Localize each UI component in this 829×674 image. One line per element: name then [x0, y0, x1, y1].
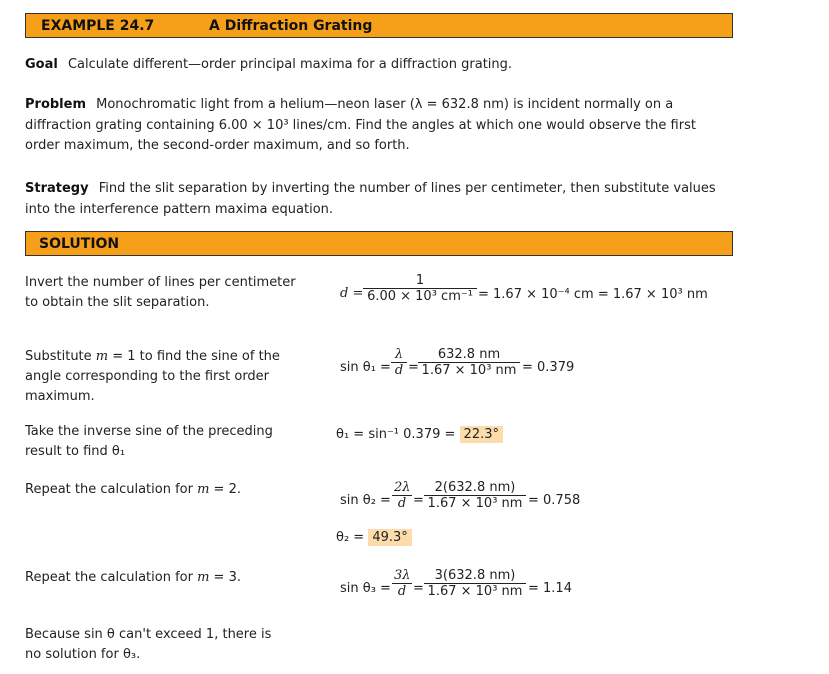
strategy-label: Strategy — [25, 181, 89, 196]
step-5-symbolic-fraction: $\frac{3\lambda}{d}$ — [394, 568, 411, 599]
step-4-lhs: sin θ₂ = — [340, 493, 391, 508]
step-2-result: = 0.379 — [522, 360, 575, 375]
step-5-lhs: sin θ₃ = — [340, 581, 391, 596]
example-number: EXAMPLE 24.7 — [41, 18, 155, 34]
variable-m: m — [197, 482, 210, 497]
goal-label: Goal — [25, 57, 58, 72]
step-1-numerator: 1 — [415, 273, 425, 288]
goal-text: Calculate different—order principal maxima for a diffraction grating. — [67, 57, 513, 72]
step-1-text: Invert the number of lines per centimeter to obtain the slit separation. — [25, 275, 296, 310]
solution-header — [25, 231, 733, 256]
step-1-fraction — [363, 273, 477, 304]
problem-label: Problem — [25, 97, 86, 112]
example-header — [25, 13, 733, 38]
answer-theta2: 49.3° — [368, 529, 411, 546]
step-5-text: Repeat the calculation for m = 3. — [25, 570, 241, 585]
step-3-text: Take the inverse sine of the preceding result to find θ₁ — [25, 424, 273, 459]
step-2-symbolic-fraction: $\frac{\lambda}{d}$ — [391, 347, 407, 378]
step-1-result: = 1.67 × 10⁻⁴ cm = 1.67 × 10³ nm — [478, 287, 708, 302]
problem-section — [25, 95, 715, 157]
step-4-symbolic-fraction: $\frac{2\lambda}{d}$ — [394, 480, 411, 511]
solution-label: SOLUTION — [39, 236, 120, 252]
step-4-numeric-fraction: $\frac{2(632.8 nm)}{\text{1.67 × 10³ nm}}$ — [424, 480, 526, 511]
step-4-equation: θ₂ = 49.3° — [336, 530, 412, 545]
strategy-text: Find the slit separation by inverting the number of lines per centimeter, then substitute values into the interference pattern maxima equation. — [25, 181, 716, 217]
step-5-result: = 1.14 — [528, 581, 572, 596]
problem-text: Monochromatic light from a helium—neon laser (λ = 632.8 nm) is incident normally on a diffraction grating containing 6.00 × 10³ lines/cm. Find the angles at which one would observe the first order maximum, the second-order maximum, and so forth. — [25, 97, 696, 153]
step-1-lhs: d = — [340, 286, 364, 301]
example-title: A Diffraction Grating — [209, 18, 373, 34]
step-3-equation: θ₁ = sin⁻¹ 0.379 = 22.3° — [336, 427, 503, 442]
step-4-result: = 0.758 — [528, 493, 581, 508]
step-4-text: Repeat the calculation for m = 2. — [25, 482, 241, 497]
step-2-lhs: sin θ₁ = — [340, 360, 391, 375]
step-2-numeric-fraction: $\frac{632.8 nm}{\text{1.67 × 10³ nm}}$ — [418, 347, 520, 378]
strategy-section — [25, 179, 725, 220]
variable-m: m — [197, 570, 210, 585]
variable-m: m — [95, 349, 109, 364]
goal-section — [25, 55, 725, 76]
step-2-text: Substitute m = 1 to find the sine of the angle corresponding to the first order maximum. — [25, 349, 280, 404]
step-5-numeric-fraction: $\frac{3(632.8 nm)}{\text{1.67 × 10³ nm}}$ — [424, 568, 526, 599]
answer-theta1: 22.3° — [460, 426, 503, 443]
step-1-denominator: 6.00 × 10³ cm⁻¹ — [363, 288, 477, 304]
step-6-text: Because sin θ can't exceed 1, there is no solution for θ₃. — [25, 627, 272, 662]
